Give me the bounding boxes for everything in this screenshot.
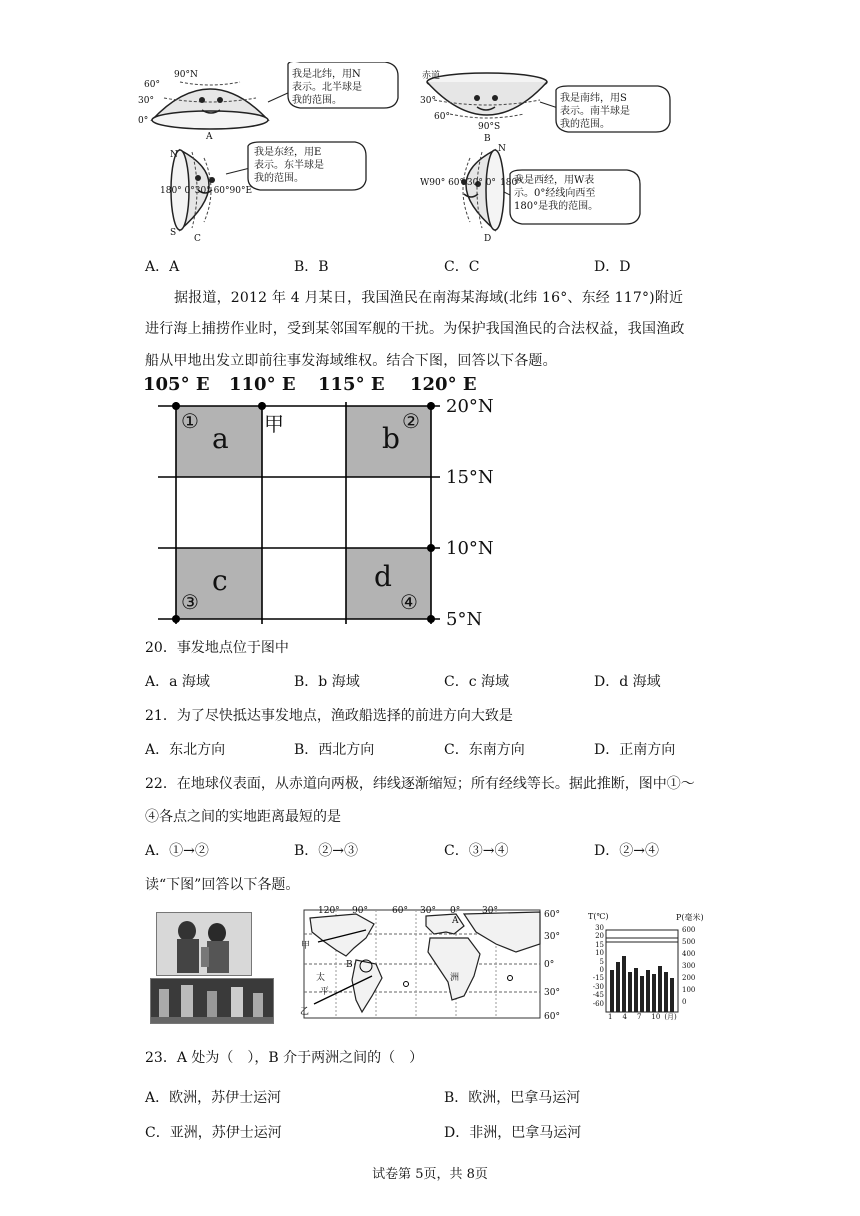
map-label-a: A	[452, 916, 459, 926]
globe-d-bubble-line-1: 我是西经，用W表	[514, 175, 595, 186]
globe-c-label: C	[194, 234, 201, 244]
q21-option-d[interactable]: D．正南方向	[594, 742, 676, 758]
dot-p3	[172, 615, 180, 623]
cell-b-label: b	[382, 422, 400, 455]
point-1-label: ①	[181, 409, 199, 433]
globe-a-bubble-line-2: 表示。北半球是	[292, 82, 362, 93]
globe-c-bubble-line-3: 我的范围。	[254, 173, 304, 184]
q20-option-c[interactable]: C．c 海域	[444, 674, 510, 690]
cell-d-label: d	[374, 560, 392, 593]
globe-c-tick-n: N	[170, 150, 178, 160]
point-3-label: ③	[181, 590, 199, 614]
q23-option-b[interactable]: B．欧洲，巴拿马运河	[444, 1090, 581, 1106]
p-tick: 200	[682, 974, 696, 982]
q22-option-b[interactable]: B．②→③	[294, 843, 359, 859]
climate-months	[608, 1012, 718, 1022]
map-top-tick-30: 30°	[420, 906, 436, 916]
q21-option-a[interactable]: A．东北方向	[145, 742, 226, 758]
globe-a-bubble-line-3: 我的范围。	[292, 95, 342, 106]
globe-a-bubble-line-1: 我是北纬，用N	[292, 69, 361, 80]
globe-d-bubble	[514, 174, 598, 213]
month-tick: 4	[622, 1013, 627, 1021]
p-tick: 0	[682, 998, 687, 1006]
globe-d-tick-row: W90° 60° 30° 0°	[420, 178, 496, 188]
lon-label-110: 110° E	[229, 374, 296, 395]
p-tick: 100	[682, 986, 696, 994]
globe-d-label: D	[484, 234, 492, 244]
point-4-label: ④	[400, 590, 418, 614]
map-right-tick-30n: 30°	[544, 932, 560, 942]
globe-b	[427, 73, 670, 132]
people-photo-bottom	[150, 978, 274, 1024]
t-tick: 5	[599, 957, 604, 966]
globe-d-tick-n: N	[498, 144, 506, 154]
lat-label-5: 5°N	[446, 609, 483, 630]
q23-option-d[interactable]: D．非洲，巴拿马运河	[444, 1125, 582, 1141]
globe-a-tick-0: 0°	[138, 116, 149, 126]
t-tick: -15	[592, 974, 604, 983]
q21-option-b[interactable]: B．西北方向	[294, 742, 375, 758]
cell-c-label: c	[212, 564, 228, 597]
map-right-tick-60n: 60°	[544, 910, 560, 920]
q21-stem: 21．为了尽快抵达事发地点，渔政船选择的前进方向大致是	[145, 708, 513, 724]
month-tick: 1	[608, 1013, 613, 1021]
globe-a-tick-30: 30°	[138, 96, 154, 106]
globe-c-tick-s: S	[170, 228, 177, 238]
q19-option-d[interactable]: D．D	[594, 259, 631, 275]
t-tick: 0	[599, 966, 604, 975]
globe-a-tick-60: 60°	[144, 80, 160, 90]
map-top-tick-30e: 30°	[482, 906, 498, 916]
point-2-label: ②	[402, 409, 420, 433]
t-tick: -60	[592, 999, 604, 1008]
map-label-ping: 平	[320, 987, 330, 997]
map-right-tick-30s: 30°	[544, 988, 560, 998]
t-tick: 30	[595, 924, 604, 932]
passage-line-2: 进行海上捕捞作业时，受到某邻国军舰的干扰。为保护我国渔民的合法权益，我国渔政	[145, 321, 685, 337]
t-tick: 15	[595, 940, 604, 949]
globe-b-tick-60: 60°	[434, 112, 450, 122]
climate-t-label: T(℃)	[588, 912, 609, 921]
globe-d-bubble-line-2: 示。0°经线向西至	[514, 188, 596, 199]
map-label-zhou: 洲	[450, 973, 460, 983]
people-photo-top	[156, 912, 252, 976]
world-map	[296, 904, 566, 1022]
globe-b-bubble-line-3: 我的范围。	[560, 119, 610, 130]
read-figure-instruction: 读“下图”回答以下各题。	[145, 877, 300, 893]
globe-b-tick-30: 30°	[420, 96, 436, 106]
q20-option-b[interactable]: B．b 海域	[294, 674, 360, 690]
t-tick: 20	[595, 932, 604, 941]
globe-illustrations	[140, 62, 700, 252]
lat-label-10: 10°N	[446, 538, 494, 559]
dot-p4	[427, 615, 435, 623]
map-label-jia: 甲	[301, 941, 311, 951]
t-tick: 10	[595, 949, 604, 958]
p-tick: 500	[682, 938, 696, 946]
map-label-b: B	[346, 960, 353, 970]
climate-p-label: P(毫米)	[676, 913, 704, 922]
map-top-tick-120: 120°	[318, 906, 340, 916]
globe-a-label: A	[206, 132, 213, 142]
map-top-tick-90: 90°	[352, 906, 368, 916]
globe-a-bubble	[292, 68, 362, 107]
dot-p2	[427, 402, 435, 410]
globe-a-tick-90: 90°N	[174, 70, 198, 80]
page-footer: 试卷第 5页，共 8页	[372, 1167, 488, 1182]
q20-option-d[interactable]: D．d 海域	[594, 674, 661, 690]
globe-c-bubble-line-2: 表示。东半球是	[254, 160, 324, 171]
month-unit: (月)	[664, 1013, 677, 1021]
q20-option-a[interactable]: A．a 海域	[145, 674, 210, 690]
q22-option-a[interactable]: A．①→②	[145, 843, 209, 859]
passage-line-1: 据报道，2012 年 4 月某日，我国渔民在南海某海域(北纬 16°、东经 117°)附近	[174, 290, 684, 306]
globe-b-bubble	[560, 92, 630, 131]
q23-stem: 23．A 处为（ ），B 介于两洲之间的（ ）	[145, 1050, 424, 1066]
jia-label: 甲	[264, 412, 284, 436]
q19-option-a[interactable]: A．A	[145, 259, 180, 275]
q22-stem-line-2: ④各点之间的实地距离最短的是	[145, 809, 341, 825]
globe-d-tick-180: 180°	[500, 178, 522, 188]
q23-option-a[interactable]: A．欧洲，苏伊士运河	[145, 1090, 282, 1106]
month-tick: 10	[651, 1013, 661, 1021]
map-right-tick-60s: 60°	[544, 1012, 560, 1022]
globe-c-bubble	[254, 146, 324, 185]
q22-option-c[interactable]: C．③→④	[444, 843, 509, 859]
dot-10n	[427, 544, 435, 552]
q19-option-b[interactable]: B．B	[294, 259, 329, 275]
globe-c-tick-row: 180° 0°30° 60°90°E	[160, 186, 253, 196]
q22-option-d[interactable]: D．②→④	[594, 843, 659, 859]
q19-option-c[interactable]: C．C	[444, 259, 480, 275]
globe-d-bubble-line-3: 180°是我的范围。	[514, 201, 599, 212]
map-top-tick-0: 0°	[450, 906, 461, 916]
lon-label-120: 120° E	[410, 374, 477, 395]
globe-b-tick-eq: 赤道	[422, 71, 441, 81]
globe-b-bubble-line-1: 我是南纬，用S	[560, 93, 627, 104]
q23-option-c[interactable]: C．亚洲，苏伊士运河	[145, 1125, 282, 1141]
q21-option-c[interactable]: C．东南方向	[444, 742, 525, 758]
globe-c-bubble-line-1: 我是东经，用E	[254, 147, 322, 158]
climate-p-ticks	[682, 924, 695, 1008]
climate-t-ticks	[586, 924, 604, 1008]
globe-b-tick-90: 90°S	[478, 122, 501, 132]
map-top-tick-60: 60°	[392, 906, 408, 916]
passage-line-3: 船从甲地出发立即前往事发海域维权。结合下图，回答以下各题。	[145, 353, 557, 369]
lat-label-15: 15°N	[446, 467, 494, 488]
lon-label-105: 105° E	[143, 374, 210, 395]
dot-p1	[172, 402, 180, 410]
lon-label-115: 115° E	[318, 374, 385, 395]
p-tick: 400	[682, 950, 696, 958]
globe-b-label: B	[484, 134, 491, 144]
map-label-yi: 乙	[300, 1007, 310, 1017]
q20-stem: 20．事发地点位于图中	[145, 640, 289, 656]
lat-label-20: 20°N	[446, 396, 494, 417]
q22-stem-line-1: 22．在地球仪表面，从赤道向两极，纬线逐渐缩短；所有经线等长。据此推断，图中①～	[145, 776, 695, 792]
t-tick: -45	[592, 991, 604, 1000]
t-tick: -30	[592, 982, 604, 991]
map-label-tai: 太	[316, 973, 326, 983]
p-tick: 300	[682, 962, 696, 970]
month-tick: 7	[636, 1013, 642, 1021]
cell-a-label: a	[212, 422, 229, 455]
globe-b-bubble-line-2: 表示。南半球是	[560, 106, 630, 117]
map-right-tick-0: 0°	[544, 960, 555, 970]
p-tick: 600	[682, 926, 696, 934]
globe-figure-svg	[140, 62, 700, 252]
